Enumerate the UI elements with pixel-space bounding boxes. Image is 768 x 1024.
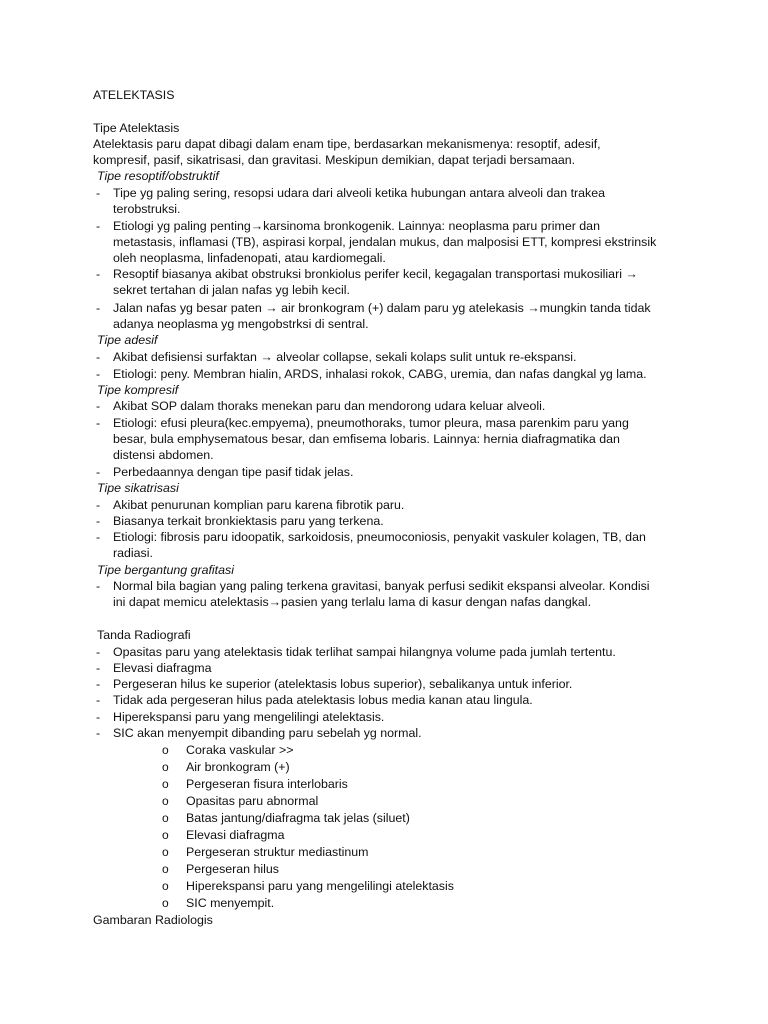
bullet-text-continued: adanya neoplasma yg mengobstrksi di sentral. bbox=[113, 317, 369, 331]
bullet-dash: - bbox=[96, 219, 101, 233]
bullet-text-continued: radiasi. bbox=[113, 546, 153, 560]
sub-bullet-marker: o bbox=[162, 845, 169, 859]
bullet-text-continued: distensi abdomen. bbox=[113, 448, 214, 462]
bullet-dash: - bbox=[96, 661, 101, 675]
bullet-dash: - bbox=[96, 677, 101, 691]
sub-bullet-text: Pergeseran struktur mediastinum bbox=[186, 845, 369, 859]
bullet-text: Etiologi yg paling penting→karsinoma bronkogenik. Lainnya: neoplasma paru primer dan bbox=[113, 219, 600, 233]
bullet-text: Pergeseran hilus ke superior (atelektasis lobus superior), sebalikanya untuk inferior. bbox=[113, 677, 573, 691]
bullet-text: Elevasi diafragma bbox=[113, 661, 212, 675]
sub-bullet-marker: o bbox=[162, 862, 169, 876]
bullet-dash: - bbox=[96, 465, 101, 479]
bullet-dash: - bbox=[96, 416, 101, 430]
bullet-dash: - bbox=[96, 186, 101, 200]
bullet-dash: - bbox=[96, 514, 101, 528]
bullet-dash: - bbox=[96, 579, 101, 593]
document-title: ATELEKTASIS bbox=[93, 88, 175, 102]
bullet-text: Etiologi: peny. Membran hialin, ARDS, inhalasi rokok, CABG, uremia, dan nafas dangkal yg lama. bbox=[113, 367, 647, 381]
bullet-text-continued: metastasis, inflamasi (TB), aspirasi korpal, jendalan mukus, dan malposisi ETT, kompresi ekstrinsik bbox=[113, 235, 657, 249]
bullet-dash: - bbox=[96, 367, 101, 381]
bullet-dash: - bbox=[96, 530, 101, 544]
sub-bullet-marker: o bbox=[162, 794, 169, 808]
bullet-text-continued: sekret tertahan di jalan nafas yg lebih kecil. bbox=[113, 283, 350, 297]
sub-bullet-text: Batas jantung/diafragma tak jelas (siluet) bbox=[186, 811, 410, 825]
bullet-text: SIC akan menyempit dibanding paru sebelah yg normal. bbox=[113, 726, 422, 740]
sub-bullet-marker: o bbox=[162, 743, 169, 757]
bullet-text: Akibat penurunan komplian paru karena fibrotik paru. bbox=[113, 498, 405, 512]
bullet-text: Opasitas paru yang atelektasis tidak terlihat sampai hilangnya volume pada jumlah tertentu. bbox=[113, 645, 616, 659]
bullet-text: Resoptif biasanya akibat obstruksi bronkiolus perifer kecil, kegagalan transportasi mukosiliari → bbox=[113, 267, 638, 281]
sub-bullet-text: Coraka vaskular >> bbox=[186, 743, 294, 757]
bullet-text-continued: terobstruksi. bbox=[113, 202, 181, 216]
section-heading-tipe-atelektasis: Tipe Atelektasis bbox=[93, 121, 180, 135]
sub-bullet-text: Hiperekspansi paru yang mengelilingi atelektasis bbox=[186, 879, 454, 893]
bullet-text: Jalan nafas yg besar paten → air bronkogram (+) dalam paru yg atelekasis →mungkin tanda tidak bbox=[113, 301, 651, 315]
bullet-dash: - bbox=[96, 267, 101, 281]
bullet-text: Hiperekspansi paru yang mengelilingi atelektasis. bbox=[113, 710, 385, 724]
bullet-text: Biasanya terkait bronkiektasis paru yang terkena. bbox=[113, 514, 384, 528]
bullet-text: Tipe yg paling sering, resopsi udara dari alveoli ketika hubungan antara alveoli dan trakea bbox=[113, 186, 606, 200]
bullet-text: Normal bila bagian yang paling terkena gravitasi, banyak perfusi sedikit ekspansi alveolar. Kondisi bbox=[113, 579, 650, 593]
bullet-dash: - bbox=[96, 399, 101, 413]
subheading-tipe-resoptif: Tipe resoptif/obstruktif bbox=[97, 169, 219, 183]
bullet-dash: - bbox=[96, 645, 101, 659]
bullet-text-continued: oleh neoplasma, linfadenopati, atau kardiomegali. bbox=[113, 251, 386, 265]
sub-bullet-marker: o bbox=[162, 811, 169, 825]
sub-bullet-marker: o bbox=[162, 828, 169, 842]
subheading-tipe-adesif: Tipe adesif bbox=[97, 333, 158, 347]
subheading-tipe-bergantung-grafitasi: Tipe bergantung grafitasi bbox=[97, 563, 234, 577]
intro-paragraph-line: kompresif, pasif, sikatrisasi, dan gravitasi. Meskipun demikian, dapat terjadi bersamaan. bbox=[93, 153, 576, 167]
subheading-tipe-sikatrisasi: Tipe sikatrisasi bbox=[97, 481, 179, 495]
bullet-dash: - bbox=[96, 710, 101, 724]
bullet-dash: - bbox=[96, 693, 101, 707]
bullet-text-continued: besar, bula emphysematous besar, dan emfisema lobaris. Lainnya: hernia diafragmatika dan bbox=[113, 432, 620, 446]
sub-bullet-marker: o bbox=[162, 879, 169, 893]
sub-bullet-text: Elevasi diafragma bbox=[186, 828, 285, 842]
sub-bullet-text: SIC menyempit. bbox=[186, 896, 275, 910]
sub-bullet-marker: o bbox=[162, 896, 169, 910]
bullet-text: Etiologi: efusi pleura(kec.empyema), pneumothoraks, tumor pleura, masa parenkim paru yang bbox=[113, 416, 629, 430]
bullet-text: Etiologi: fibrosis paru idoopatik, sarkoidosis, pneumoconiosis, penyakit vaskuler kolagen, TB, dan bbox=[113, 530, 646, 544]
sub-bullet-text: Air bronkogram (+) bbox=[186, 760, 290, 774]
section-heading-gambaran-radiologis: Gambaran Radiologis bbox=[93, 913, 213, 927]
bullet-text: Akibat SOP dalam thoraks menekan paru dan mendorong udara keluar alveoli. bbox=[113, 399, 546, 413]
bullet-text: Perbedaannya dengan tipe pasif tidak jelas. bbox=[113, 465, 354, 479]
bullet-dash: - bbox=[96, 301, 101, 315]
section-heading-tanda-radiografi: Tanda Radiografi bbox=[97, 628, 191, 642]
bullet-dash: - bbox=[96, 726, 101, 740]
sub-bullet-marker: o bbox=[162, 760, 169, 774]
sub-bullet-text: Pergeseran hilus bbox=[186, 862, 279, 876]
subheading-tipe-kompresif: Tipe kompresif bbox=[97, 383, 179, 397]
sub-bullet-text: Pergeseran fisura interlobaris bbox=[186, 777, 348, 791]
bullet-text-continued: ini dapat memicu atelektasis→pasien yang terlalu lama di kasur dengan nafas dangkal. bbox=[113, 595, 592, 609]
sub-bullet-text: Opasitas paru abnormal bbox=[186, 794, 319, 808]
sub-bullet-marker: o bbox=[162, 777, 169, 791]
bullet-dash: - bbox=[96, 350, 101, 364]
bullet-text: Tidak ada pergeseran hilus pada atelektasis lobus media kanan atau lingula. bbox=[113, 693, 533, 707]
intro-paragraph-line: Atelektasis paru dapat dibagi dalam enam tipe, berdasarkan mekanismenya: resoptif, adesif, bbox=[93, 137, 601, 151]
bullet-dash: - bbox=[96, 498, 101, 512]
bullet-text: Akibat defisiensi surfaktan → alveolar collapse, sekali kolaps sulit untuk re-ekspansi. bbox=[113, 350, 577, 364]
